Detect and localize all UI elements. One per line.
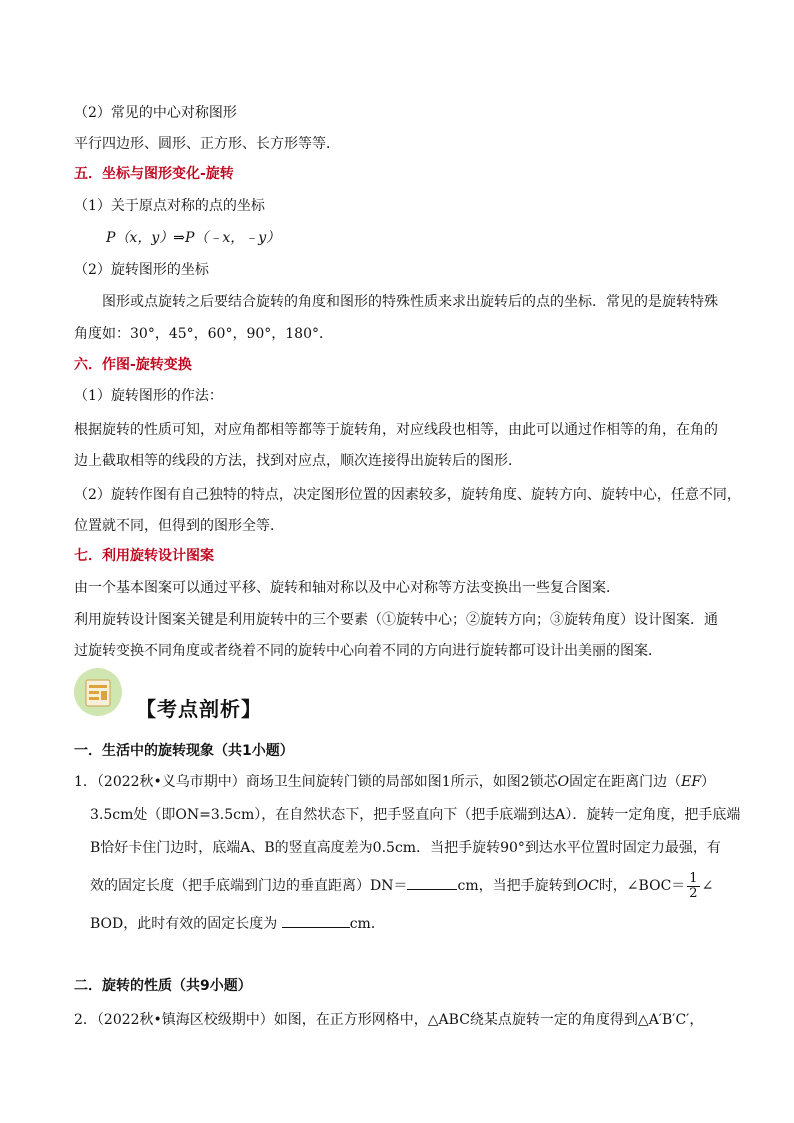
heading-6: 六．作图-旋转变换 bbox=[74, 357, 192, 373]
question-1-line-2: 3.5cm处（即ON=3.5cm），在自然状态下，把手竖直向下（把手底端到达A）．旋转一定角度，把手底端 bbox=[90, 807, 741, 823]
question-1-line-1: 1．（2022秋•义乌市期中）商场卫生间旋转门锁的局部如图1所示，如图2锁芯O固定在距离门边（EF） bbox=[74, 774, 716, 790]
document-icon bbox=[74, 668, 122, 716]
text-line: （1）旋转图形的作法： bbox=[74, 388, 223, 404]
question-group-title: 二．旋转的性质（共9小题） bbox=[74, 978, 252, 994]
text-line: 过旋转变换不同角度或者绕着不同的旋转中心向着不同的方向进行旋转都可设计出美丽的图案． bbox=[74, 643, 662, 659]
text-line: （2）旋转图形的坐标 bbox=[74, 262, 209, 278]
fraction: $\frac{1}{2}$ bbox=[689, 870, 698, 901]
question-group-title: 一．生活中的旋转现象（共1小题） bbox=[74, 743, 294, 759]
heading-7: 七．利用旋转设计图案 bbox=[74, 548, 214, 564]
text-line: 位置就不同，但得到的图形全等． bbox=[74, 518, 284, 534]
section-title: 【考点剖析】 bbox=[136, 697, 262, 721]
answer-blank-2[interactable] bbox=[282, 913, 350, 928]
heading-5: 五．坐标与图形变化-旋转 bbox=[74, 166, 234, 182]
section-badge bbox=[74, 668, 122, 716]
text-line: （1）关于原点对称的点的坐标 bbox=[74, 198, 265, 214]
text-line: 平行四边形、圆形、正方形、长方形等等． bbox=[74, 136, 340, 152]
text-line: 根据旋转的性质可知，对应角都相等都等于旋转角，对应线段也相等，由此可以通过作相等的角，在角的 bbox=[74, 422, 718, 438]
text-line: 边上截取相等的线段的方法，找到对应点，顺次连接得出旋转后的图形． bbox=[74, 453, 522, 469]
question-2-line-1: 2．（2022秋•镇海区校级期中）如图，在正方形网格中，△ABC绕某点旋转一定的角度得到△A′B′C′， bbox=[74, 1012, 704, 1028]
text-line: （2）常见的中心对称图形 bbox=[74, 105, 237, 121]
formula-line: P（x，y）⇒P（﹣x，﹣y） bbox=[106, 230, 281, 246]
text-line: 角度如：30°，45°，60°，90°，180°． bbox=[74, 326, 333, 342]
text-line: （2）旋转作图有自己独特的特点，决定图形位置的因素较多，旋转角度、旋转方向、旋转中心，任意不同， bbox=[74, 487, 741, 503]
text-line: 由一个基本图案可以通过平移、旋转和轴对称以及中心对称等方法变换出一些复合图案． bbox=[74, 580, 620, 596]
answer-blank-1[interactable] bbox=[407, 875, 457, 890]
question-1-line-5: BOD，此时有效的固定长度为 cm． bbox=[90, 913, 385, 934]
text-line: 图形或点旋转之后要结合旋转的角度和图形的特殊性质来求出旋转后的点的坐标．常见的是旋转特殊 bbox=[102, 294, 718, 310]
question-1-line-4: 效的固定长度（把手底端到门边的垂直距离）DN＝ cm，当把手旋转到OC时，∠BOC＝ $\frac{1}{2}$ ∠ bbox=[90, 870, 714, 901]
question-1-line-3: B恰好卡住门边时，底端A、B的竖直高度差为0.5cm．当把手旋转90°到达水平位置时固定力最强，有 bbox=[90, 840, 721, 856]
text-line: 利用旋转设计图案关键是利用旋转中的三个要素（①旋转中心；②旋转方向；③旋转角度）设计图案．通 bbox=[74, 612, 718, 628]
